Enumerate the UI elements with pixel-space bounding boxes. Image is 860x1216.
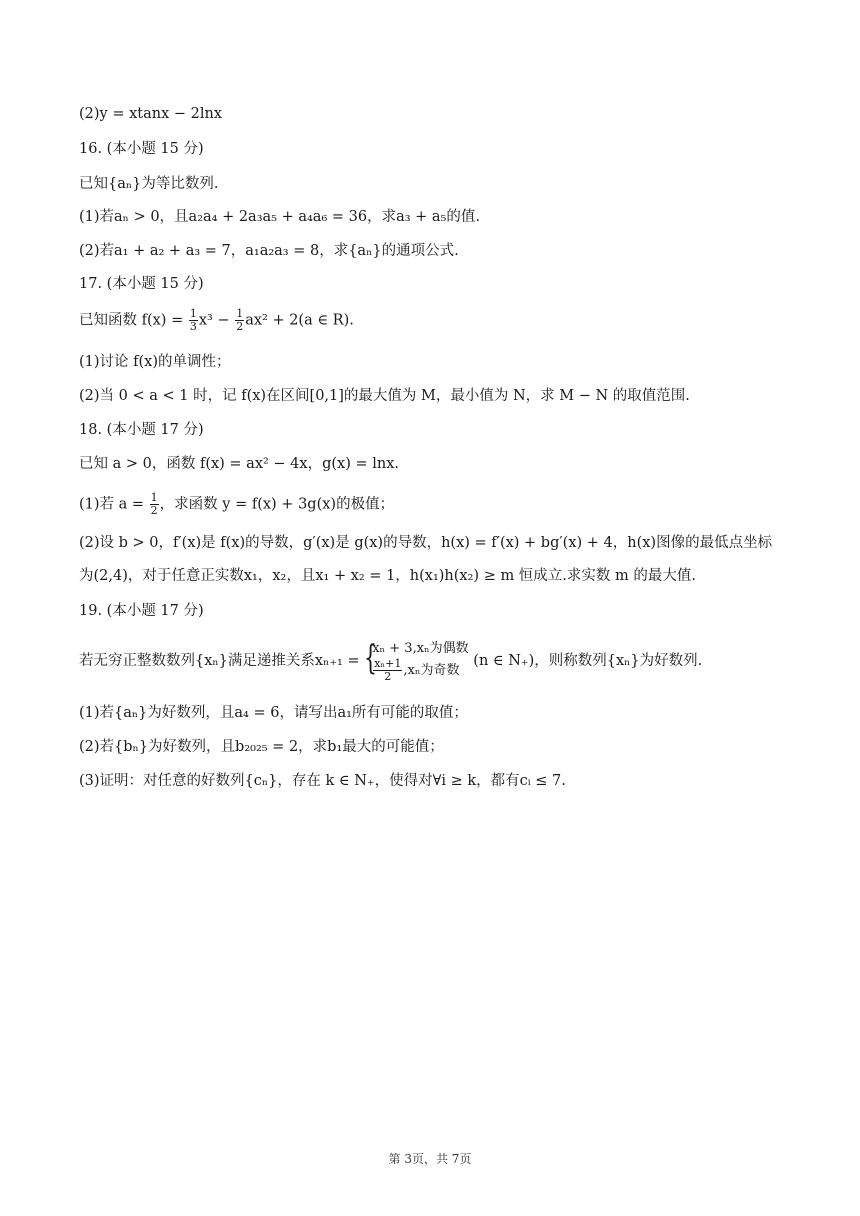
fraction-numerator: 1 [236, 307, 244, 320]
problem-16-heading: 16. (本小题 15 分) [79, 141, 204, 157]
problem-19-statement [79, 639, 702, 683]
problem-16-part1: (1)若aₙ > 0，且a₂a₄ + 2a₃a₅ + a₄a₆ = 36，求a₃ + a₅的值. [79, 209, 480, 225]
problem-18-part1 [79, 492, 394, 517]
problem-19-heading: 19. (本小题 17 分) [79, 603, 204, 619]
fraction-one-third [189, 308, 198, 333]
fraction-numerator: xₙ+1 [374, 657, 402, 670]
problem-19-part2: (2)若{bₙ}为好数列，且b₂₀₂₅ = 2，求b₁最大的可能值； [79, 739, 444, 755]
problem-19-part1: (1)若{aₙ}为好数列，且a₄ = 6，请写出a₁所有可能的取值； [79, 705, 468, 721]
statement-text-b: x³ − [198, 312, 235, 329]
fraction-denominator: 2 [236, 320, 244, 333]
part1-text-b: ，求函数 y = f(x) + 3g(x)的极值； [159, 496, 395, 513]
problem-18-heading: 18. (本小题 17 分) [79, 422, 204, 438]
problem-17-part1: (1)讨论 f(x)的单调性； [79, 354, 231, 370]
part1-text-a: (1)若 a = [79, 496, 149, 513]
statement-text-a: 若无穷正整数数列{xₙ}满足递推关系xₙ₊₁ = [79, 653, 365, 669]
fraction-denominator: 3 [189, 320, 197, 333]
fraction-xn-plus-1-over-2 [373, 658, 402, 683]
fraction-denominator: 2 [150, 504, 158, 517]
problem-19-part3: (3)证明：对任意的好数列{cₙ}，存在 k ∈ N₊，使得对∀i ≥ k，都有cᵢ ≤ 7. [79, 773, 566, 789]
left-brace: { [364, 638, 378, 678]
problem-18-statement: 已知 a > 0，函数 f(x) = ax² − 4x，g(x) = lnx. [79, 456, 399, 472]
fraction-numerator: 1 [150, 491, 158, 504]
page-footer: 第 3页，共 7页 [388, 1152, 472, 1166]
problem-16-part2: (2)若a₁ + a₂ + a₃ = 7，a₁a₂a₃ = 8，求{aₙ}的通项公式. [79, 243, 459, 259]
fraction-one-half [235, 308, 244, 333]
case-odd-text: ,xₙ为奇数 [403, 663, 460, 678]
problem-17-heading: 17. (本小题 15 分) [79, 276, 204, 292]
statement-text-c: ax² + 2(a ∈ R). [245, 312, 354, 329]
case-odd [372, 658, 468, 683]
fraction-numerator: 1 [189, 307, 197, 320]
problem-18-part2-line2: 为(2,4)，对于任意正实数x₁，x₂，且x₁ + x₂ = 1，h(x₁)h(x₂) ≥ m 恒成立.求实数 m 的最大值. [79, 568, 696, 584]
statement-text-c: (n ∈ N₊)，则称数列{xₙ}为好数列. [468, 653, 703, 669]
statement-text-a: 已知函数 f(x) = [79, 312, 188, 329]
problem-17-statement [79, 308, 354, 333]
problem-18-part2-line1: (2)设 b > 0，f′(x)是 f(x)的导数，g′(x)是 g(x)的导数，h(x) = f′(x) + bg′(x) + 4，h(x)图像的最低点坐标 [79, 535, 773, 551]
case-even: xₙ + 3,xₙ为偶数 [372, 641, 469, 656]
problem-17-part2: (2)当 0 < a < 1 时，记 f(x)在区间[0,1]的最大值为 M，最小值为 N，求 M − N 的取值范围. [79, 388, 690, 404]
problem-15-part2: (2)y = xtanx − 2lnx [79, 106, 223, 122]
fraction-denominator: 2 [384, 670, 392, 683]
fraction-one-half [150, 492, 159, 517]
problem-16-statement: 已知{aₙ}为等比数列. [79, 176, 219, 192]
piecewise-cases [364, 639, 468, 683]
